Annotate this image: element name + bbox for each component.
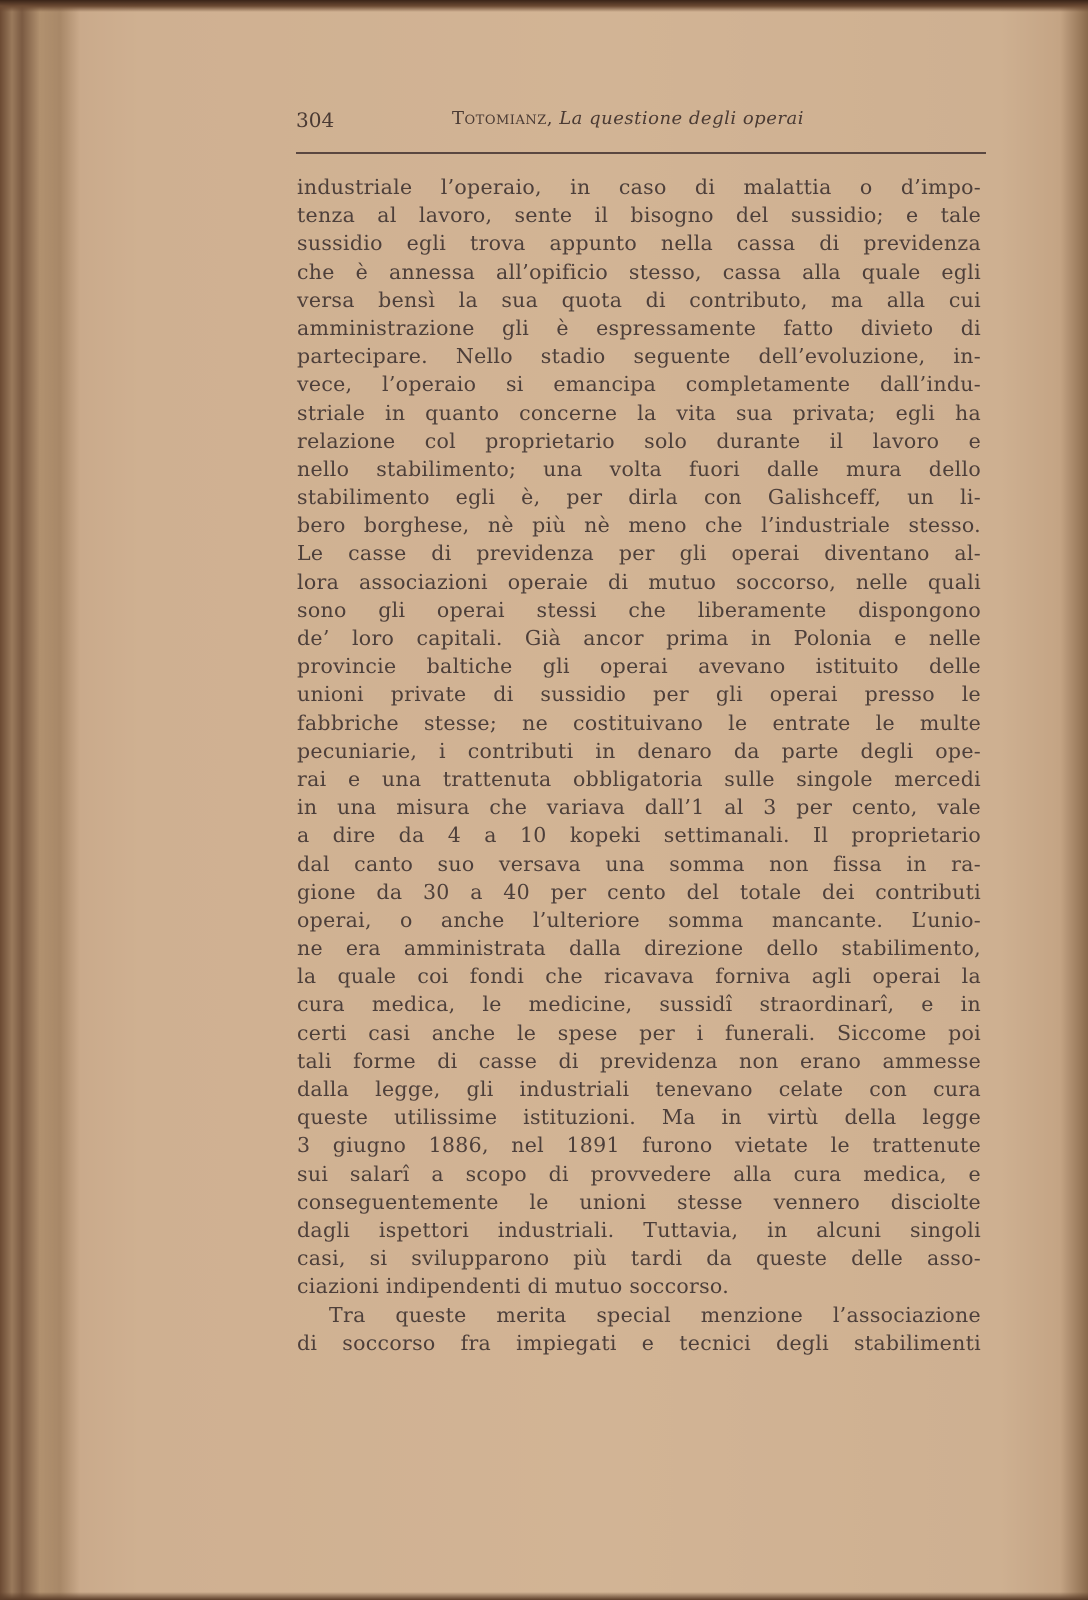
text-line: di soccorso fra impiegati e tecnici degli stabilimenti [297,1330,981,1355]
text-line: casi, si svilupparono più tardi da queste delle asso- [297,1246,981,1271]
page-top-edge [0,0,1088,12]
text-line: in una misura che variava dall’1 al 3 per cento, vale [297,795,981,820]
text-line: dalla legge, gli industriali tenevano celate con cura [297,1077,981,1101]
text-line: dal canto suo versava una somma non fissa in ra- [297,851,981,876]
text-line: dagli ispettori industriali. Tuttavia, in alcuni singoli [297,1217,981,1242]
text-line: striale in quanto concerne la vita sua privata; egli ha [297,400,981,425]
text-line: Tra queste merita special menzione l’associazione [329,1302,981,1327]
text-line: vece, l’operaio si emancipa completamente dall’indu- [297,372,981,397]
text-line: industriale l’operaio, in caso di malattia o d’impo- [297,175,981,199]
page-bottom-edge [0,1592,1088,1600]
text-line: bero borghese, nè più nè meno che l’industriale stesso. [297,513,981,538]
text-line: ne era amministrata dalla direzione dello stabilimento, [297,936,981,961]
text-line: de’ loro capitali. Già ancor prima in Polonia e nelle [297,626,981,650]
text-line: tali forme di casse di previdenza non erano ammesse [297,1048,981,1073]
text-line: stabilimento egli è, per dirla con Galishceff, un li- [297,485,981,510]
book-gutter [0,0,80,1600]
text-line: sussidio egli trova appunto nella cassa di previdenza [297,231,981,256]
text-line: amministrazione gli è espressamente fatto divieto di [297,315,981,340]
text-line: lora associazioni operaie di mutuo soccorso, nelle quali [297,569,981,594]
text-line: provincie baltiche gli operai avevano istituito delle [297,654,981,679]
text-line: nello stabilimento; una volta fuori dalle mura dello [297,456,981,481]
text-line: sono gli operai stessi che liberamente dispongono [297,597,981,622]
text-line: ciazioni indipendenti di mutuo soccorso. [297,1274,730,1299]
text-line: queste utilissime istituzioni. Ma in virtù della legge [297,1105,981,1130]
text-line: la quale coi fondi che ricavava forniva agli operai la [297,964,981,989]
header-rule [296,152,986,154]
text-line: che è annessa all’opificio stesso, cassa alla quale egli [297,259,981,284]
text-line: unioni private di sussidio per gli operai presso le [297,682,981,707]
running-title-author: Totomianz, [452,108,553,129]
text-line: a dire da 4 a 10 kopeki settimanali. Il proprietario [297,823,981,848]
page-number: 304 [296,108,335,132]
text-line: tenza al lavoro, sente il bisogno del sussidio; e tale [297,203,981,228]
text-line: partecipare. Nello stadio seguente dell’evoluzione, in- [297,344,981,369]
text-line: cura medica, le medicine, sussidî straordinarî, e in [297,992,981,1017]
text-line: conseguentemente le unioni stesse vennero disciolte [297,1189,981,1214]
text-line: Le casse di previdenza per gli operai diventano al- [297,541,981,566]
text-line: versa bensì la sua quota di contributo, ma alla cui [297,287,981,312]
running-header [296,104,986,136]
body-text [297,173,981,1357]
text-line: 3 giugno 1886, nel 1891 furono vietate le trattenute [297,1133,981,1158]
running-title-work: La questione degli operai [559,108,804,129]
text-line: certi casi anche le spese per i funerali. Siccome poi [297,1020,981,1045]
text-line: rai e una trattenuta obbligatoria sulle singole mercedi [297,766,981,791]
text-line: pecuniarie, i contributi in denaro da parte degli ope- [297,738,981,763]
text-line: relazione col proprietario solo durante il lavoro e [297,428,981,453]
text-line: sui salarî a scopo di provvedere alla cura medica, e [297,1161,981,1186]
text-line: gione da 30 a 40 per cento del totale dei contributi [297,879,981,904]
text-line: fabbriche stesse; ne costituivano le entrate le multe [297,710,981,735]
running-title [452,108,804,129]
text-line: operai, o anche l’ulteriore somma mancante. L’unio- [297,907,981,932]
